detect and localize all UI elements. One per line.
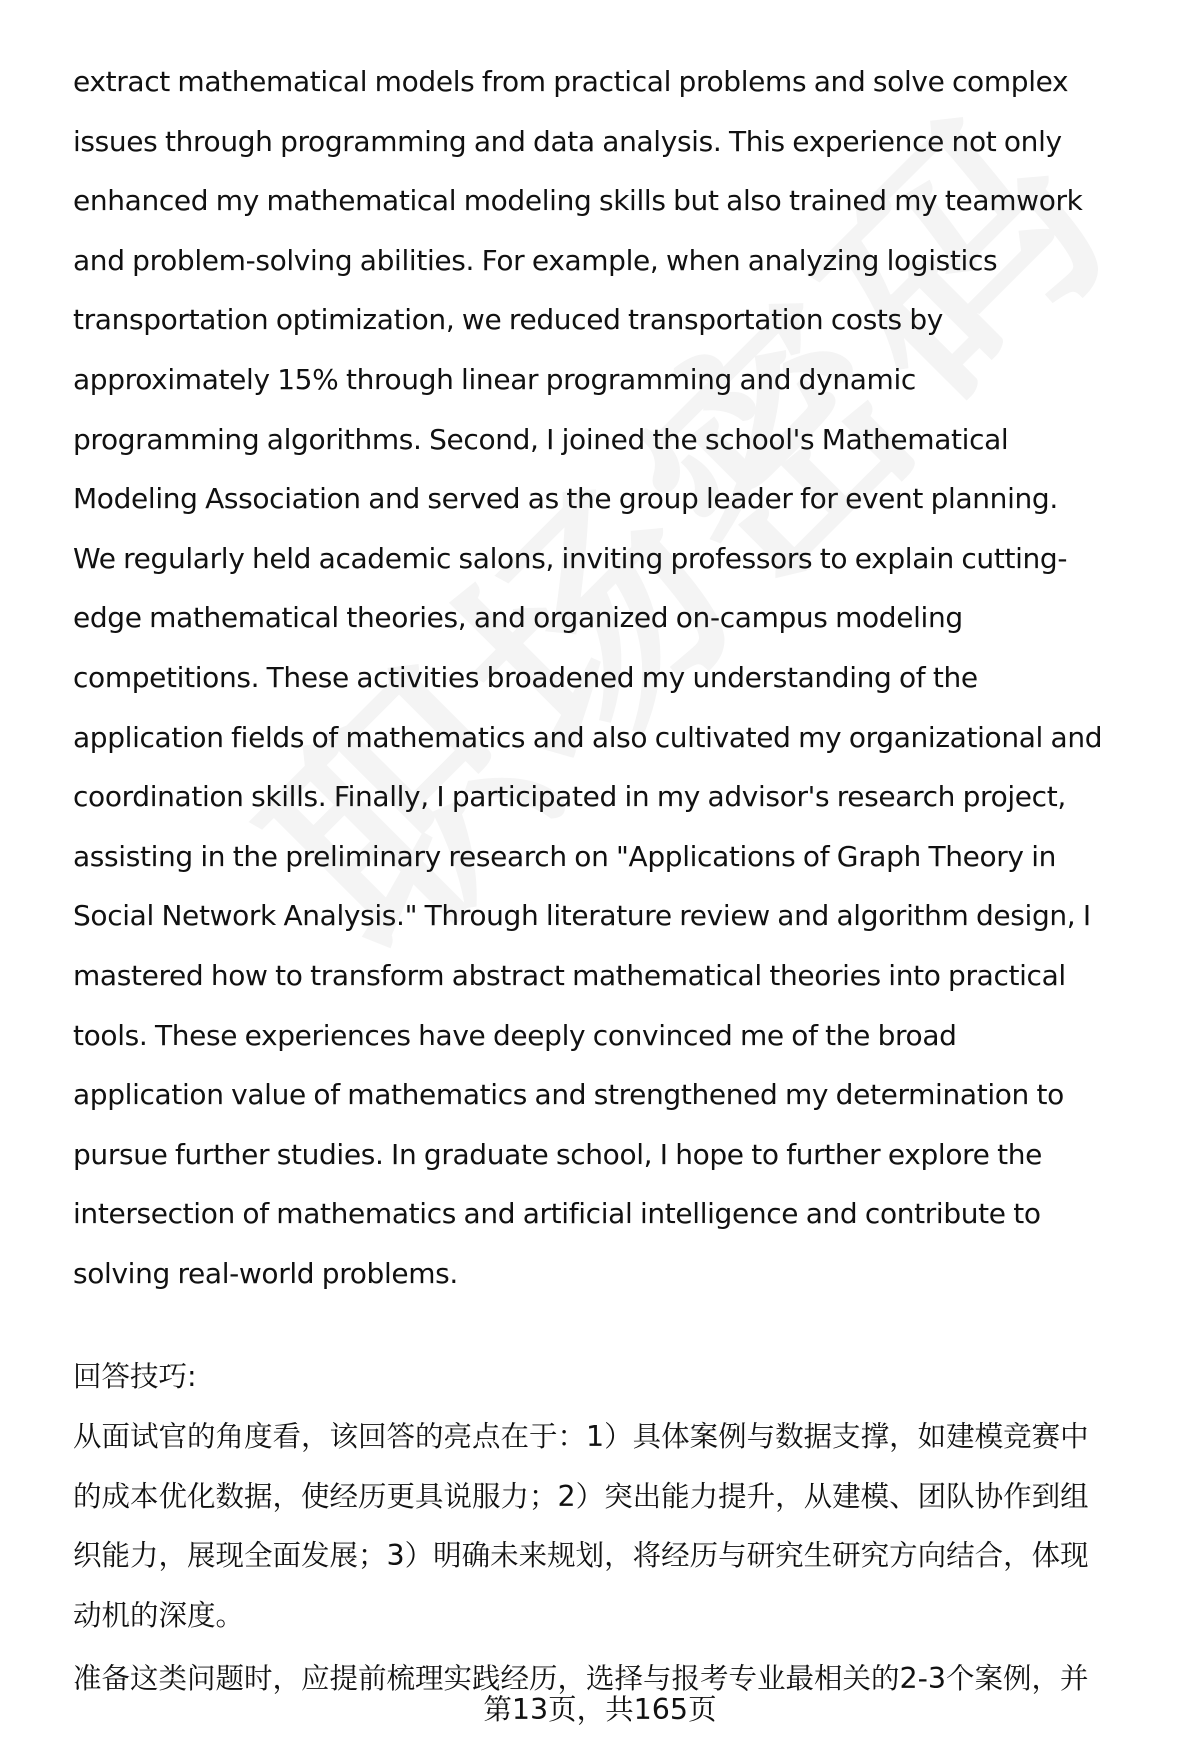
tips-line: 的成本优化数据，使经历更具说服力；2）突出能力提升，从建模、团队协作到组 (73, 1479, 1089, 1513)
answer-line: competitions. These activities broadened my understanding of the (73, 660, 978, 694)
tips-line: 织能力，展现全面发展；3）明确未来规划，将经历与研究生研究方向结合，体现 (73, 1539, 1089, 1573)
page-number-footer: 第13页，共165页 (483, 1693, 717, 1726)
answer-line: application fields of mathematics and also cultivated my organizational and (73, 720, 1103, 754)
page-content (73, 52, 1153, 1709)
answer-line: edge mathematical theories, and organized on-campus modeling (73, 601, 963, 635)
answer-line: enhanced my mathematical modeling skills but also trained my teamwork (73, 184, 1083, 218)
answer-line: We regularly held academic salons, inviting professors to explain cutting- (73, 541, 1068, 575)
answer-line: pursue further studies. In graduate school, I hope to further explore the (73, 1137, 1042, 1171)
tips-heading: 回答技巧: (73, 1360, 197, 1394)
answer-line: Modeling Association and served as the group leader for event planning. (73, 482, 1058, 516)
answer-line: Social Network Analysis." Through literature review and algorithm design, I (73, 899, 1091, 933)
prep-line: 准备这类问题时，应提前梳理实践经历，选择与报考专业最相关的2-3个案例，并 (73, 1662, 1089, 1696)
answer-line: mastered how to transform abstract mathematical theories into practical (73, 958, 1066, 992)
answer-paragraph (73, 52, 1153, 1303)
answer-line: extract mathematical models from practical problems and solve complex (73, 65, 1069, 98)
answer-line: intersection of mathematics and artificial intelligence and contribute to (73, 1197, 1041, 1231)
answer-line: approximately 15% through linear programming and dynamic (73, 362, 916, 396)
answer-line: programming algorithms. Second, I joined the school's Mathematical (73, 422, 1009, 456)
answer-line: solving real-world problems. (73, 1256, 458, 1290)
answer-line: assisting in the preliminary research on "Applications of Graph Theory in (73, 839, 1057, 873)
tips-line: 动机的深度。 (73, 1598, 245, 1632)
tips-paragraph (73, 1407, 1153, 1645)
paragraph-gap (73, 1303, 1153, 1347)
answer-line: and problem-solving abilities. For example, when analyzing logistics (73, 243, 998, 277)
answer-line: issues through programming and data analysis. This experience not only (73, 124, 1062, 158)
answer-line: transportation optimization, we reduced transportation costs by (73, 303, 943, 337)
answer-line: coordination skills. Finally, I participated in my advisor's research project, (73, 780, 1066, 814)
answer-line: application value of mathematics and strengthened my determination to (73, 1078, 1064, 1112)
answer-line: tools. These experiences have deeply convinced me of the broad (73, 1018, 957, 1052)
tips-line: 从面试官的角度看，该回答的亮点在于：1）具体案例与数据支撑，如建模竞赛中 (73, 1420, 1089, 1454)
